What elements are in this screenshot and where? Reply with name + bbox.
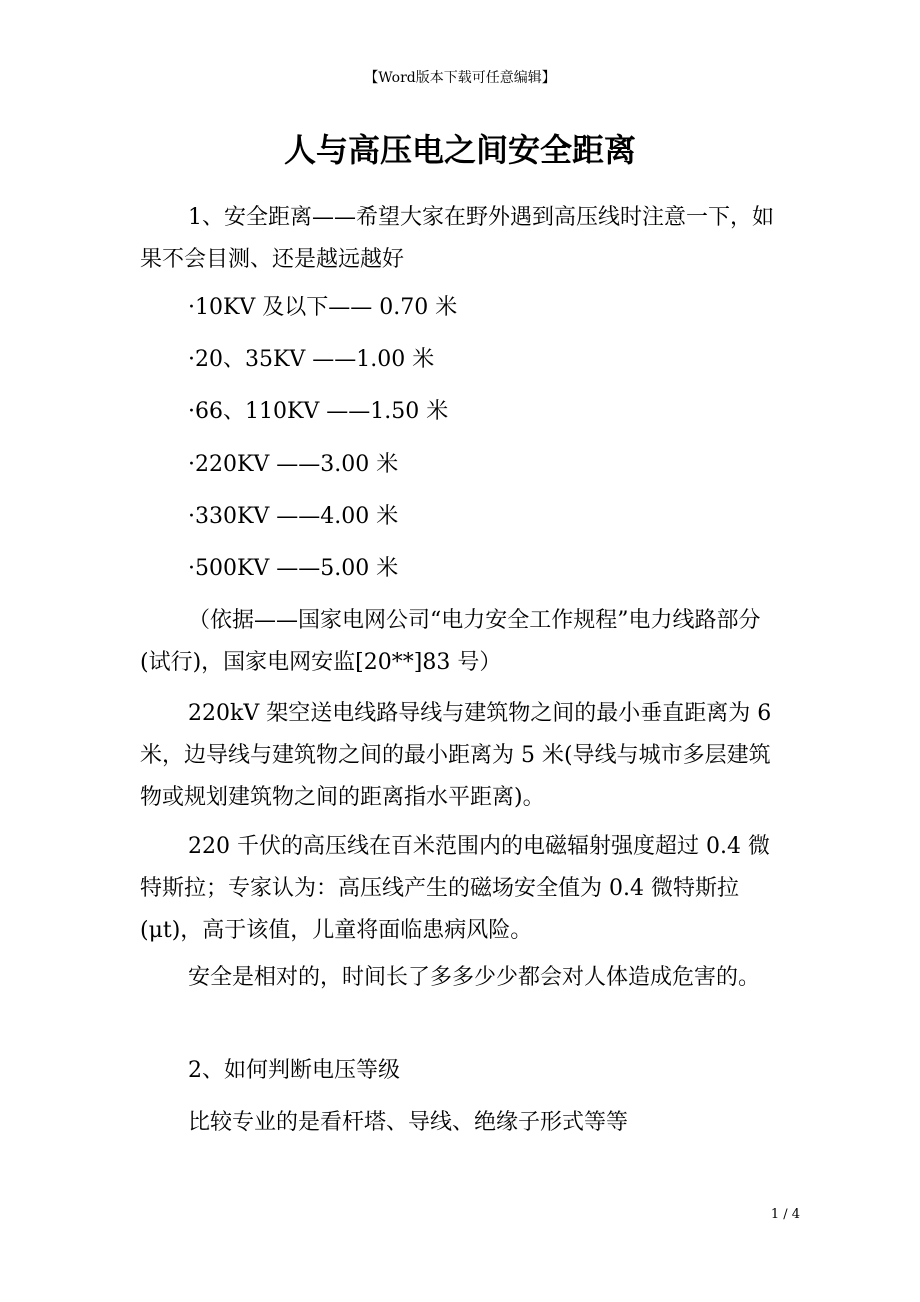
distance-item: ·66、110KV ——1.50 米 xyxy=(188,399,449,424)
section1-heading-paragraph xyxy=(140,197,780,281)
professional-text: 比较专业的是看杆塔、导线、绝缘子形式等等 xyxy=(188,1110,629,1135)
distance-item: ·330KV ——4.00 米 xyxy=(188,504,399,529)
radiation-text: 220 千伏的高压线在百米范围内的电磁辐射强度超过 0.4 微特斯拉；专家认为：高压线产生的磁场安全值为 0.4 微特斯拉(μt)，高于该值，儿童将面临患病风险。 xyxy=(140,834,770,943)
section2-heading-paragraph xyxy=(140,1050,780,1092)
building-distance-paragraph xyxy=(140,693,780,819)
relative-safety-paragraph xyxy=(140,957,780,999)
basis-text: （依据——国家电网公司“电力安全工作规程”电力线路部分(试行)，国家电网安监[20**]83 号） xyxy=(140,608,761,675)
professional-paragraph xyxy=(140,1102,780,1144)
basis-paragraph xyxy=(140,600,780,684)
section1-heading-text: 1、安全距离——希望大家在野外遇到高压线时注意一下，如果不会目测、还是越远越好 xyxy=(140,205,774,272)
section2-heading-text: 2、如何判断电压等级 xyxy=(188,1058,400,1083)
relative-safety-text: 安全是相对的，时间长了多多少少都会对人体造成危害的。 xyxy=(188,965,761,990)
radiation-paragraph xyxy=(140,826,780,952)
distance-item: ·500KV ——5.00 米 xyxy=(188,556,399,581)
distance-item: ·220KV ——3.00 米 xyxy=(188,452,399,477)
distance-item: ·20、35KV ——1.00 米 xyxy=(188,347,435,372)
distance-item: ·10KV 及以下—— 0.70 米 xyxy=(188,295,458,320)
building-distance-text: 220kV 架空送电线路导线与建筑物之间的最小垂直距离为 6 米，边导线与建筑物之间的最小距离为 5 米(导线与城市多层建筑物或规划建筑物之间的距离指水平距离)。 xyxy=(140,701,772,810)
page-number: 1 / 4 xyxy=(770,1207,800,1222)
document-title: 人与高压电之间安全距离 xyxy=(283,131,636,169)
header-note: 【Word版本下载可任意编辑】 xyxy=(364,70,556,86)
